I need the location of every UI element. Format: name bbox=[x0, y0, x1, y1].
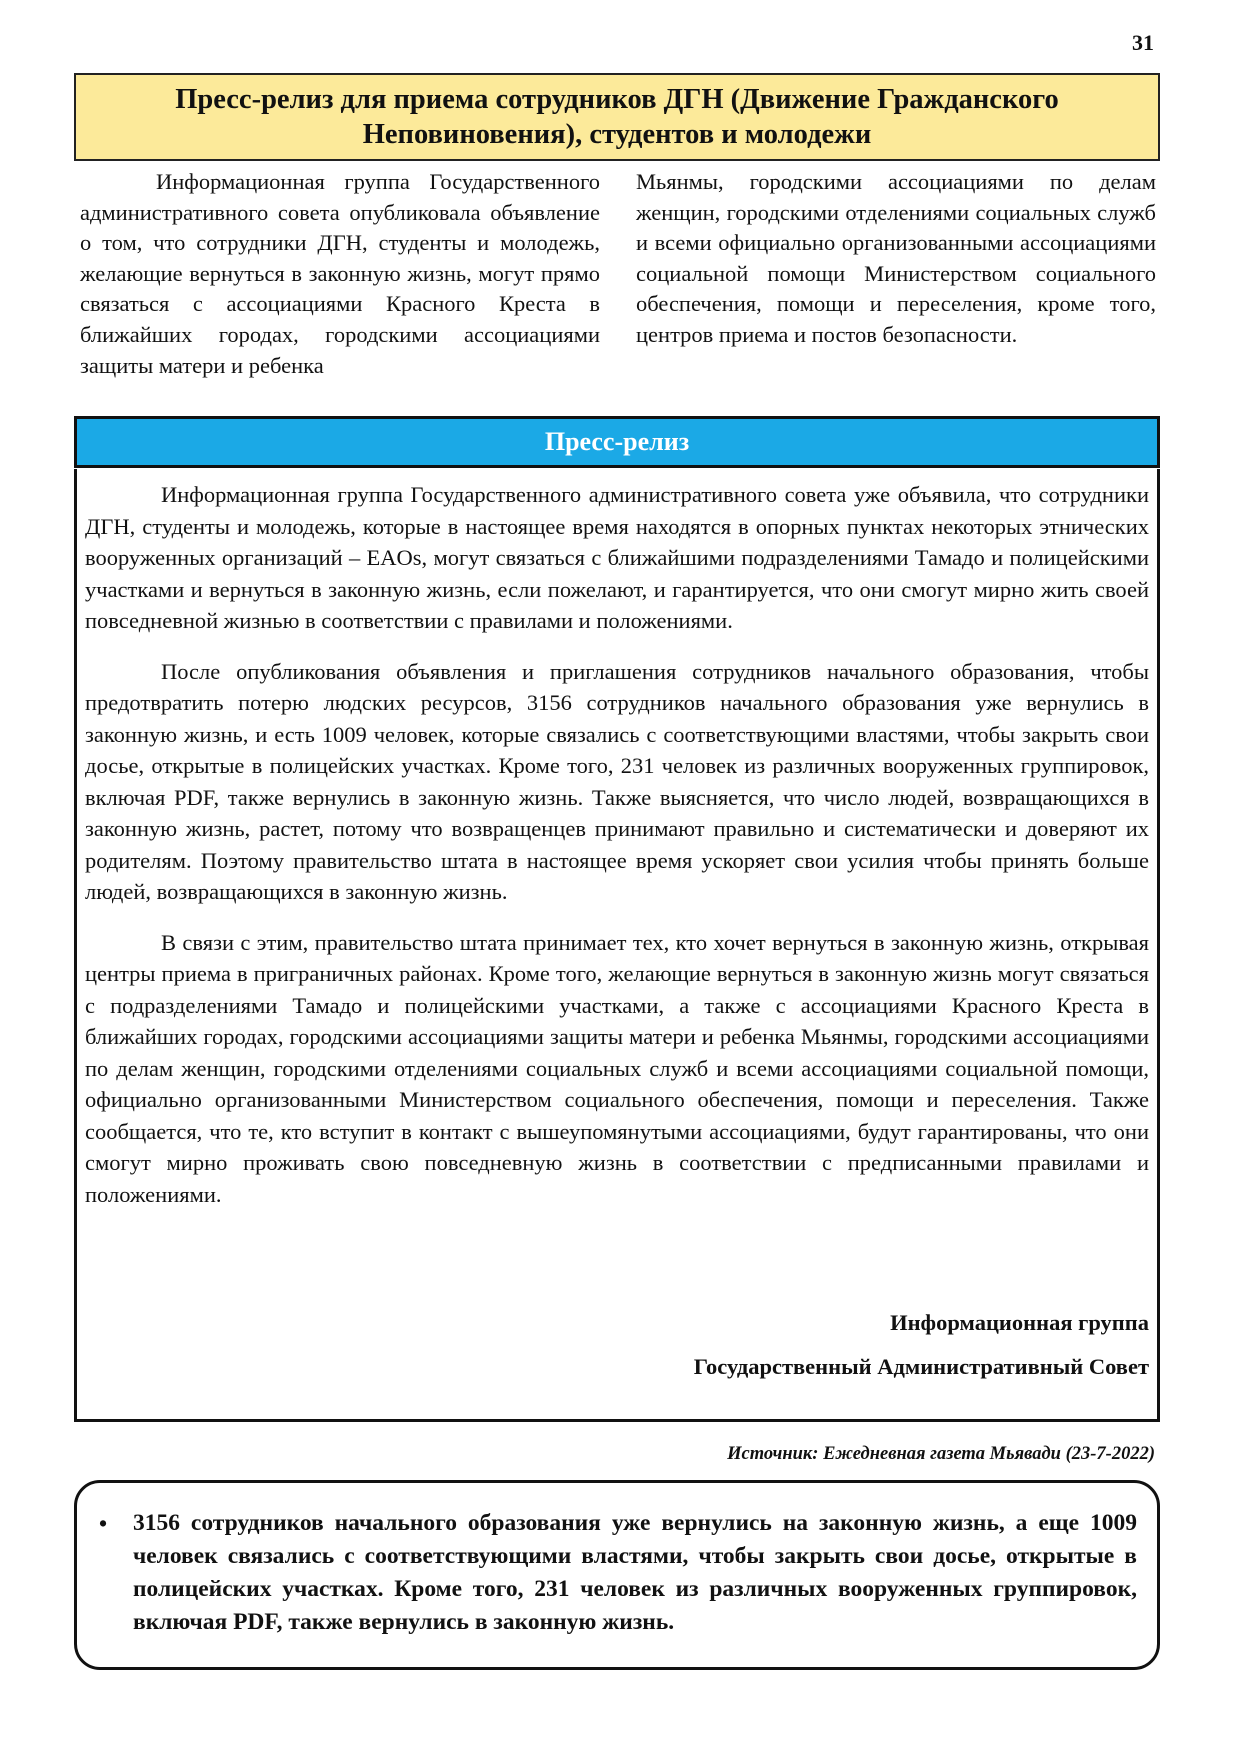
summary-text: 3156 сотрудников начального образования уже вернулись на законную жизнь, а еще 1009 человек связались с соответствующими властями, чтобы закрыть свои досье, открытые в полицейских участках. Кроме того, 231 человек из различных вооруженных группировок, включая PDF, также вернулись в законную жизнь. bbox=[133, 1510, 1137, 1635]
summary-list bbox=[93, 1507, 1137, 1639]
press-release-heading: Пресс-релиз bbox=[544, 427, 690, 456]
title-box bbox=[74, 73, 1160, 161]
intro-column-right: Мьянмы, городскими ассоциациями по делам женщин, городскими отделениями социальных служб и всеми официально организованными ассоциациями социальной помощи Министерством социального обеспечения, помощи и переселения, кроме того, центров приема и постов безопасности. bbox=[636, 169, 1156, 347]
intro-section bbox=[80, 167, 1156, 381]
signature-line-2: Государственный Административный Совет bbox=[693, 1354, 1149, 1379]
press-paragraph-2: После опубликования объявления и приглашения сотрудников начального образования, чтобы предотвратить потерю людских ресурсов, 3156 сотрудников начального образования уже вернулись в законную жизнь, и есть 1009 человек, которые связались с соответствующими властями, чтобы закрыть свои досье, открытые в полицейских участках. Кроме того, 231 человек из различных вооруженных группировок, включая PDF, также вернулись в законную жизнь. Также выясняется, что число людей, возвращающихся в законную жизнь, растет, потому что возвращенцев принимают правильно и систематически и доверяют их родителям. Поэтому правительство штата в настоящее время ускоряет свои усилия чтобы принять больше людей, возвращающихся в законную жизнь. bbox=[85, 658, 1149, 904]
press-release-header bbox=[74, 416, 1160, 468]
bullet-icon: • bbox=[99, 1511, 108, 1536]
press-release-body bbox=[74, 469, 1160, 1422]
intro-column-left: Информационная группа Государственного административного совета опубликовала объявление о том, что сотрудники ДГН, студенты и молодежь, желающие вернуться в законную жизнь, могут прямо связаться с ассоциациями Красного Креста в ближайших городах, городскими ассоциациями защиты матери и ребенка bbox=[80, 169, 600, 378]
signature-line-1: Информационная группа bbox=[890, 1310, 1149, 1335]
signature-block bbox=[694, 1301, 1149, 1389]
press-paragraph-3: В связи с этим, правительство штата принимает тех, кто хочет вернуться в законную жизнь, открывая центры приема в приграничных районах. Кроме того, желающие вернуться в законную жизнь могут связаться с подразделениями Тамадо и полицейскими участками, а также с ассоциациями Красного Креста в ближайших городах, городскими ассоциациями защиты матери и ребенка Мьянмы, городскими ассоциациями по делам женщин, городскими отделениями социальных служб и всеми ассоциациями социальной помощи, официально организованными Министерством социального обеспечения, помощи и переселения. Также сообщается, что те, кто вступит в контакт с вышеупомянутыми ассоциациями, будут гарантированы, что они смогут мирно проживать свою повседневную жизнь в соответствии с предписанными правилами и положениями. bbox=[85, 929, 1149, 1207]
press-paragraph-1: Информационная группа Государственного административного совета уже объявила, что сотрудники ДГН, студенты и молодежь, которые в настоящее время находятся в опорных пунктах некоторых этнических вооруженных организаций – EAOs, могут связаться с ближайшими подразделениями Тамадо и полицейскими участками и вернуться в законную жизнь, если пожелают, и гарантируется, что они смогут мирно жить своей повседневной жизнью в соответствии с правилами и положениями. bbox=[85, 482, 1149, 633]
page-title: Пресс-релиз для приема сотрудников ДГН (Движение Гражданского Неповиновения), студентов и молодежи bbox=[175, 84, 1059, 150]
summary-box bbox=[74, 1480, 1160, 1670]
source-citation: Источник: Ежедневная газета Мьявади (23-7-2022) bbox=[727, 1444, 1155, 1464]
page-number: 31 bbox=[1132, 30, 1154, 55]
summary-item bbox=[93, 1507, 1137, 1639]
